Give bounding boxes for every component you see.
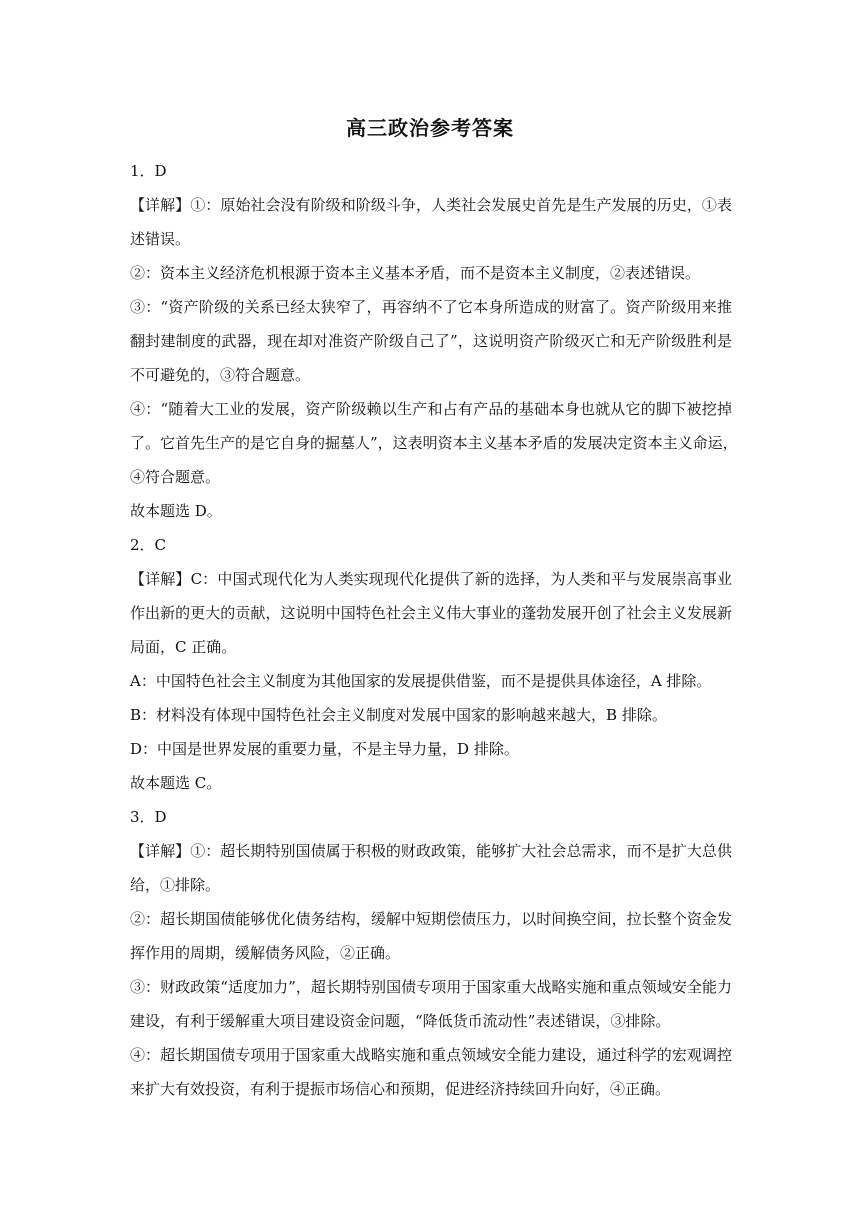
text-line: 【详解】①：原始社会没有阶级和阶级斗争，人类社会发展史首先是生产发展的历史，①表 [130,196,732,214]
text-line: ②：资本主义经济危机根源于资本主义基本矛盾，而不是资本主义制度，②表述错误。 [130,264,701,282]
text-line: 建设，有利于缓解重大项目建设资金问题，“降低货币流动性”表述错误，③排除。 [130,1012,671,1030]
text-line: 述错误。 [130,230,191,248]
text-line: 挥作用的周期，缓解债务风险，②正确。 [130,944,401,962]
text-line: 作出新的更大的贡献，这说明中国特色社会主义伟大事业的蓬勃发展开创了社会主义发展新 [130,604,732,622]
answer-summary: 故本题选 C。 [130,774,222,792]
page-title: 高三政治参考答案 [346,116,514,140]
question-number: 2．C [130,536,167,554]
text-line: 翻封建制度的武器，现在却对准资产阶级自己了”，这说明资产阶级灭亡和无产阶级胜利是 [130,332,732,350]
answer-content [130,154,738,1106]
text-line: ③：“资产阶级的关系已经太狭窄了，再容纳不了它本身所造成的财富了。资产阶级用来推 [130,298,732,316]
text-line: A：中国特色社会主义制度为其他国家的发展提供借鉴，而不是提供具体途径，A 排除。 [130,672,712,690]
text-line: ④：“随着大工业的发展，资产阶级赖以生产和占有产品的基础本身也就从它的脚下被挖掉 [130,400,732,418]
text-line: 了。它首先生产的是它自身的掘墓人”，这表明资本主义基本矛盾的发展决定资本主义命运， [130,434,738,452]
question-number: 1．D [130,162,167,180]
text-line: 来扩大有效投资，有利于提振市场信心和预期，促进经济持续回升向好，④正确。 [130,1080,671,1098]
text-line: ③：财政政策“适度加力”，超长期特别国债专项用于国家重大战略实施和重点领域安全能力 [130,978,732,996]
text-line: 不可避免的，③符合题意。 [130,366,311,384]
text-line: 【详解】C：中国式现代化为人类实现现代化提供了新的选择，为人类和平与发展崇高事业 [130,570,732,588]
answer-summary: 故本题选 D。 [130,502,222,520]
text-line: ④符合题意。 [130,468,221,486]
text-line: B：材料没有体现中国特色社会主义制度对发展中国家的影响越来越大，B 排除。 [130,706,667,724]
text-line: ④：超长期国债专项用于国家重大战略实施和重点领域安全能力建设，通过科学的宏观调控 [130,1046,732,1064]
question-number: 3．D [130,808,167,826]
text-line: 【详解】①：超长期特别国债属于积极的财政政策，能够扩大社会总需求，而不是扩大总供 [130,842,732,860]
text-line: D：中国是世界发展的重要力量，不是主导力量，D 排除。 [130,740,519,758]
text-line: 局面，C 正确。 [130,638,237,656]
text-line: ②：超长期国债能够优化债务结构，缓解中短期偿债压力，以时间换空间，拉长整个资金发 [130,910,732,928]
text-line: 给，①排除。 [130,876,221,894]
